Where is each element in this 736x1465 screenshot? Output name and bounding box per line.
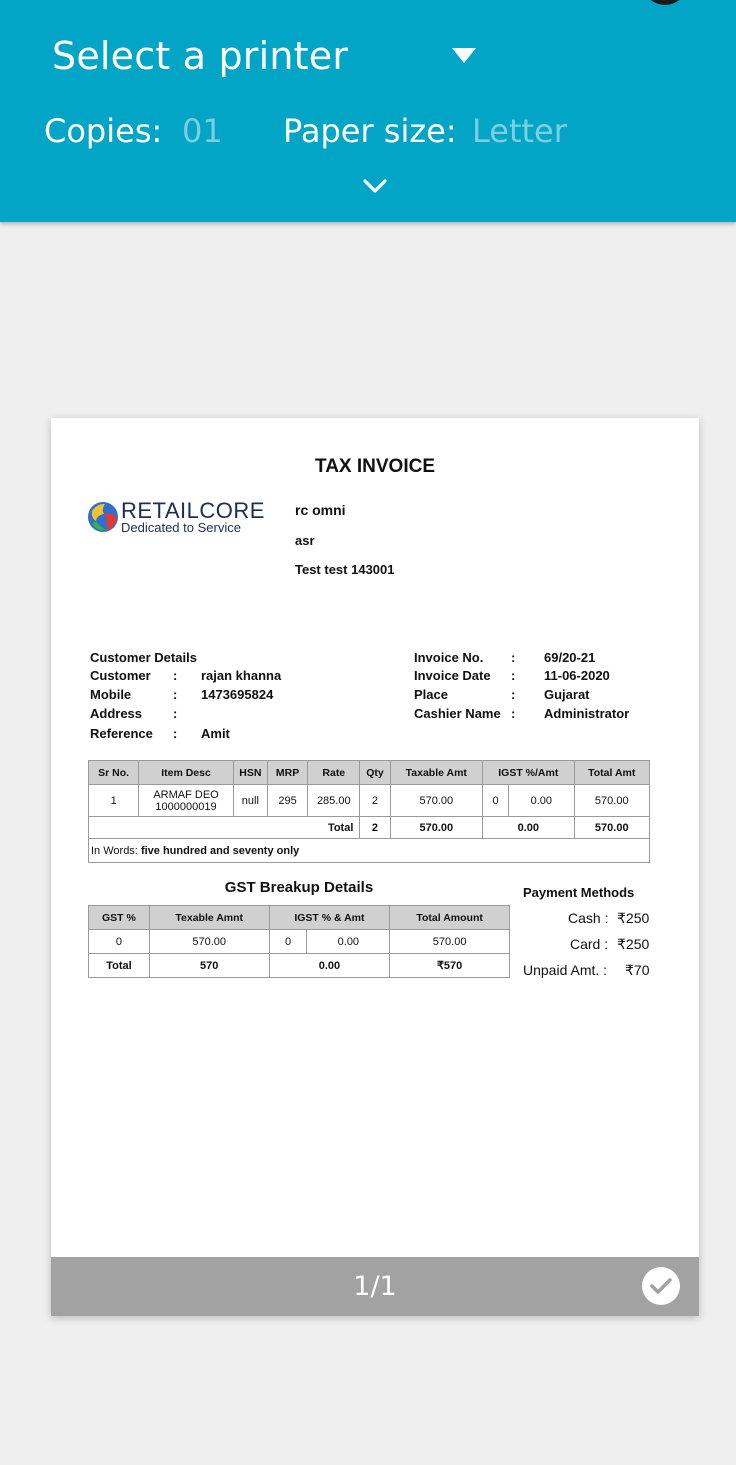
total-igst: 0.00 — [269, 954, 390, 978]
in-words-cell — [89, 839, 650, 863]
in-words-row — [89, 839, 650, 863]
globe-logo-icon — [87, 500, 119, 534]
customer-label: Customer — [90, 668, 151, 683]
qty-cell: 2 — [360, 785, 390, 817]
column-header: IGST %/Amt — [483, 761, 574, 785]
cash-label: Cash : — [568, 910, 609, 926]
rate-cell: 285.00 — [308, 785, 360, 817]
page-indicator: 1/1 — [353, 1271, 397, 1302]
sr-cell: 1 — [89, 785, 139, 817]
unpaid-value: ₹70 — [625, 962, 650, 978]
mobile-label: Mobile — [90, 687, 132, 702]
item-code: 1000000019 — [155, 800, 217, 813]
store-address-line: Test test 143001 — [295, 562, 395, 577]
card-label: Card : — [570, 936, 609, 952]
igst-amt-cell: 0.00 — [509, 785, 574, 817]
total-qty: 2 — [360, 817, 390, 839]
total-taxable: 570 — [149, 954, 269, 978]
copies-value[interactable]: 01 — [182, 112, 223, 150]
retailcore-logo — [87, 498, 287, 538]
column-header: Rate — [308, 761, 360, 785]
column-header: Item Desc — [139, 761, 234, 785]
store-address-line: asr — [295, 533, 315, 548]
table-row — [89, 785, 650, 817]
table-header-row — [89, 761, 650, 785]
address-label: Address — [90, 706, 143, 721]
logo-brand: RETAILCORE — [121, 498, 265, 523]
copies-label: Copies: — [44, 112, 163, 150]
colon: : — [511, 687, 516, 702]
total-cell: 570.00 — [574, 785, 649, 817]
total-igst: 0.00 — [483, 817, 574, 839]
invoice-no-label: Invoice No. — [414, 650, 484, 665]
in-words-value: five hundred and seventy only — [140, 844, 300, 857]
page-footer-bar — [51, 1257, 699, 1316]
gst-pct-cell: 0 — [89, 930, 150, 954]
taxable-cell: 570.00 — [149, 930, 269, 954]
card-value: ₹250 — [617, 936, 650, 952]
printer-dropdown-icon[interactable] — [452, 48, 476, 63]
igst-amt-cell: 0.00 — [307, 930, 390, 954]
column-header: Total Amount — [390, 906, 510, 930]
igst-pct-cell: 0 — [483, 785, 509, 817]
table-header-row — [89, 906, 510, 930]
invoice-date-value: 11-06-2020 — [544, 668, 610, 683]
logo-tagline: Dedicated to Service — [121, 520, 241, 535]
column-header: HSN — [233, 761, 267, 785]
column-header: Total Amt — [574, 761, 649, 785]
chevron-down-icon[interactable] — [358, 172, 392, 200]
column-header: MRP — [267, 761, 307, 785]
customer-details-heading: Customer Details — [90, 650, 197, 665]
page-selected-check-icon[interactable] — [642, 1267, 680, 1305]
column-header: IGST % & Amt — [269, 906, 390, 930]
gst-total-row — [89, 954, 510, 978]
colon: : — [173, 706, 178, 721]
items-table — [88, 760, 650, 863]
taxable-cell: 570.00 — [390, 785, 482, 817]
mobile-value: 1473695824 — [201, 687, 274, 702]
item-name: ARMAF DEO — [153, 788, 219, 801]
column-header: Sr No. — [89, 761, 139, 785]
colon: : — [511, 650, 516, 665]
gst-breakup-title: GST Breakup Details — [224, 879, 374, 896]
colon: : — [511, 706, 516, 721]
items-total-row — [89, 817, 650, 839]
reference-value: Amit — [201, 726, 230, 741]
colon: : — [511, 668, 516, 683]
place-label: Place — [414, 687, 448, 702]
total-amount: 570.00 — [574, 817, 649, 839]
column-header: Qty — [360, 761, 390, 785]
table-row — [89, 930, 510, 954]
page-preview[interactable] — [51, 418, 699, 1316]
invoice-no-value: 69/20-21 — [544, 650, 596, 665]
column-header: Taxable Amt — [390, 761, 482, 785]
invoice-title: TAX INVOICE — [315, 456, 435, 477]
reference-label: Reference — [90, 726, 153, 741]
cashier-value: Administrator — [544, 706, 630, 721]
colon: : — [173, 668, 178, 683]
place-value: Gujarat — [544, 687, 590, 702]
paper-size-label: Paper size: — [283, 112, 457, 150]
customer-value: rajan khanna — [201, 668, 282, 683]
igst-pct-cell: 0 — [269, 930, 307, 954]
payment-methods-title: Payment Methods — [523, 885, 635, 900]
column-header: Texable Amnt — [149, 906, 269, 930]
colon: : — [173, 687, 178, 702]
print-options-header — [0, 0, 736, 222]
printer-select-label[interactable]: Select a printer — [52, 34, 349, 78]
total-taxable: 570.00 — [390, 817, 482, 839]
total-amount: ₹570 — [390, 954, 510, 978]
unpaid-label: Unpaid Amt. : — [523, 962, 608, 978]
cashier-label: Cashier Name — [414, 706, 501, 721]
cash-value: ₹250 — [617, 910, 650, 926]
total-label: Total — [89, 954, 150, 978]
colon: : — [173, 726, 178, 741]
mrp-cell: 295 — [267, 785, 307, 817]
store-name: rc omni — [295, 502, 346, 518]
paper-size-value[interactable]: Letter — [472, 112, 567, 150]
avatar — [640, 0, 690, 8]
column-header: GST % — [89, 906, 150, 930]
in-words-label: In Words: — [91, 844, 138, 857]
total-label: Total — [89, 817, 360, 839]
item-desc-cell — [139, 785, 234, 817]
total-cell: 570.00 — [390, 930, 510, 954]
hsn-cell: null — [233, 785, 267, 817]
invoice-date-label: Invoice Date — [414, 668, 491, 683]
gst-breakup-table — [88, 905, 510, 978]
